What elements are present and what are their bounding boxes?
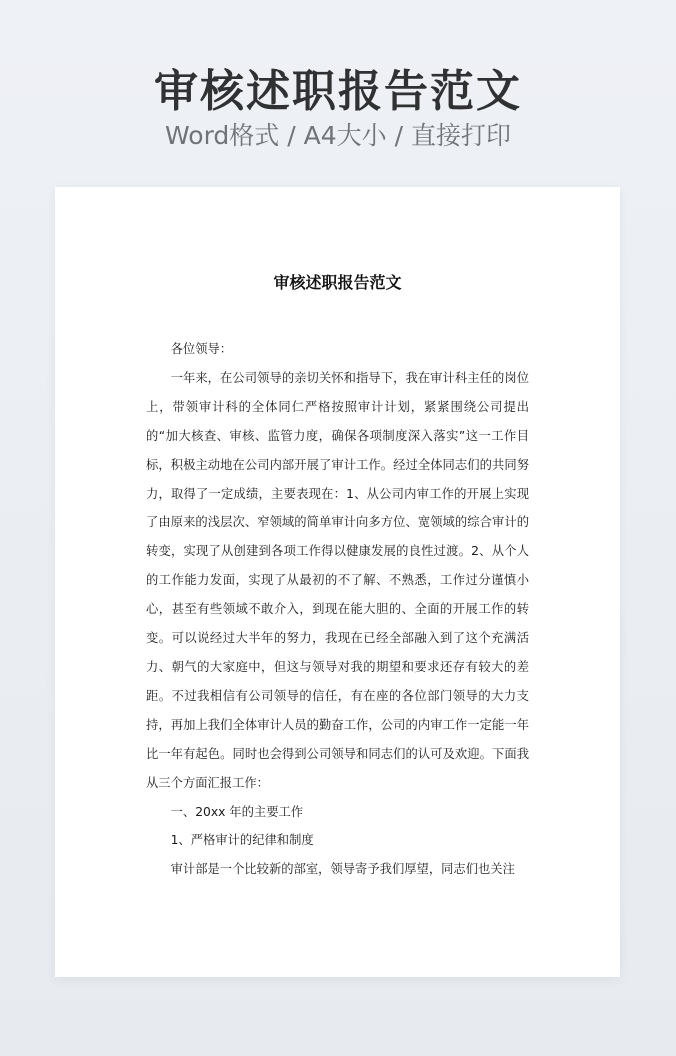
document-title: 审核述职报告范文 <box>273 273 402 292</box>
greeting-paragraph: 各位领导： <box>170 342 233 356</box>
body-paragraph: 一年来，在公司领导的亲切关怀和指导下，我在审计科主任的岗位上，带领审计科的全体同仁严格按照审计计划，紧紧围绕公司提出的“加大核查、审核、监管力度，确保各项制度深入落实”这一工作目标，积极主动地在公司内部开展了审计工作。经过全体同志们的共同努力，取得了一定成绩，主要表现在：1、从公司内审工作的开展上实现了由原来的浅层次、窄领域的简单审计向多方位、宽领域的综合审计的转变，实现了从创建到各项工作得以健康发展的良性过渡。2、从个人的工作能力发面，实现了从最初的不了解、不熟悉，工作过分谨慎小心，甚至有些领域不敢介入，到现在能大胆的、全面的开展工作的转变。可以说经过大半年的努力，我现在已经全部融入到了这个充满活力、朝气的大家庭中，但这与领导对我的期望和要求还存有较大的差距。不过我相信有公司领导的信任，有在座的各位部门领导的大力支持，再加上我们全体审计人员的勤奋工作，公司的内审工作一定能一年比一年有起色。同时也会得到公司领导和同志们的认可及欢迎。下面我从三个方面汇报工作： <box>146 370 529 790</box>
page-title: 审核述职报告范文 <box>154 66 522 117</box>
subsection-heading: 1、严格审计的纪律和制度 <box>170 833 314 848</box>
document-page <box>55 187 620 977</box>
page-subtitle: Word格式 / A4大小 / 直接打印 <box>165 121 511 150</box>
document-body <box>146 335 529 884</box>
section-heading: 一、20xx 年的主要工作 <box>170 804 304 819</box>
body-paragraph: 审计部是一个比较新的部室，领导寄予我们厚望，同志们也关注 <box>170 862 515 877</box>
